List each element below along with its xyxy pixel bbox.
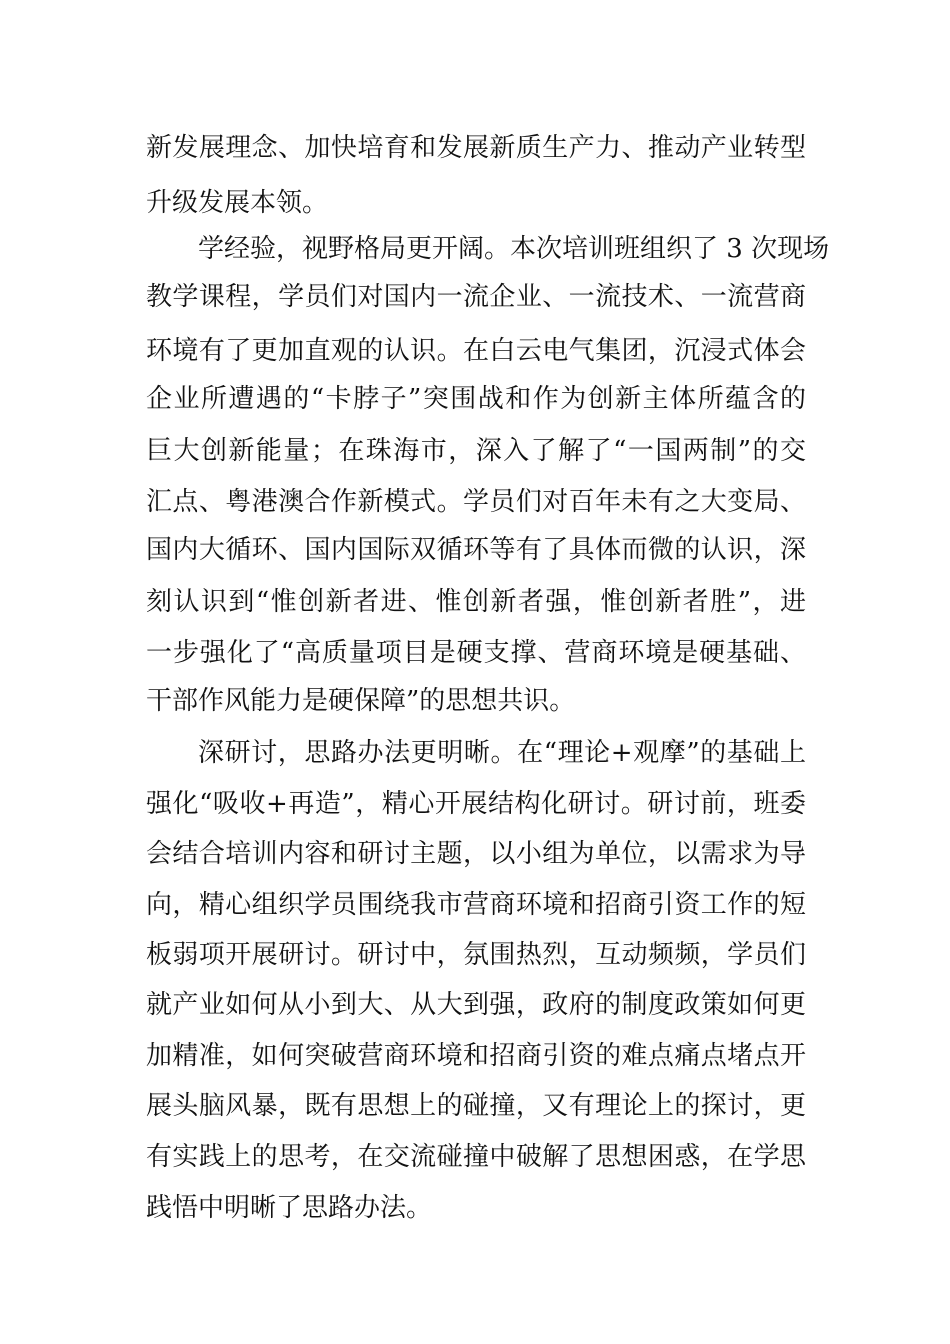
- paragraph-3-line-9: 有实践上的思考，在交流碰撞中破解了思想困惑，在学思: [146, 1142, 806, 1172]
- paragraph-3-line-6: 就产业如何从小到大、从大到强，政府的制度政策如何更: [146, 990, 806, 1020]
- paragraph-3-line-1: 深研讨，思路办法更明晰。在“理论+观摩”的基础上: [198, 738, 806, 768]
- paragraph-3-line-8: 展头脑风暴，既有思想上的碰撞，又有理论上的探讨，更: [146, 1091, 806, 1121]
- paragraph-1-line-2: 升级发展本领。: [146, 188, 329, 218]
- paragraph-2-line-8: 刻认识到“惟创新者进、惟创新者强，惟创新者胜”，进: [146, 587, 806, 617]
- paragraph-3-line-4: 向，精心组织学员围绕我市营商环境和招商引资工作的短: [146, 890, 806, 920]
- paragraph-2-line-9: 一步强化了“高质量项目是硬支撑、营商环境是硬基础、: [146, 638, 806, 668]
- paragraph-3-line-10: 践悟中明晰了思路办法。: [146, 1193, 433, 1223]
- paragraph-2-line-3: 环境有了更加直观的认识。在白云电气集团，沉浸式体会: [146, 336, 806, 366]
- paragraph-2-line-5: 巨大创新能量；在珠海市，深入了解了“一国两制”的交: [146, 436, 806, 466]
- paragraph-3-line-7: 加精准，如何突破营商环境和招商引资的难点痛点堵点开: [146, 1041, 806, 1071]
- paragraph-2-line-1: 学经验，视野格局更开阔。本次培训班组织了 3 次现场: [198, 234, 830, 264]
- paragraph-1-line-1: 新发展理念、加快培育和发展新质生产力、推动产业转型: [146, 133, 806, 163]
- paragraph-3-line-3: 会结合培训内容和研讨主题，以小组为单位，以需求为导: [146, 839, 806, 869]
- paragraph-2-line-7: 国内大循环、国内国际双循环等有了具体而微的认识，深: [146, 535, 806, 565]
- paragraph-2-line-4: 企业所遭遇的“卡脖子”突围战和作为创新主体所蕴含的: [146, 384, 806, 414]
- paragraph-2-line-10: 干部作风能力是硬保障”的思想共识。: [146, 686, 576, 716]
- paragraph-3-line-2: 强化“吸收+再造”，精心开展结构化研讨。研讨前，班委: [146, 789, 806, 819]
- paragraph-2-line-2: 教学课程，学员们对国内一流企业、一流技术、一流营商: [146, 282, 806, 312]
- paragraph-2-line-6: 汇点、粤港澳合作新模式。学员们对百年未有之大变局、: [146, 487, 806, 517]
- paragraph-3-line-5: 板弱项开展研讨。研讨中，氛围热烈，互动频频，学员们: [146, 940, 806, 970]
